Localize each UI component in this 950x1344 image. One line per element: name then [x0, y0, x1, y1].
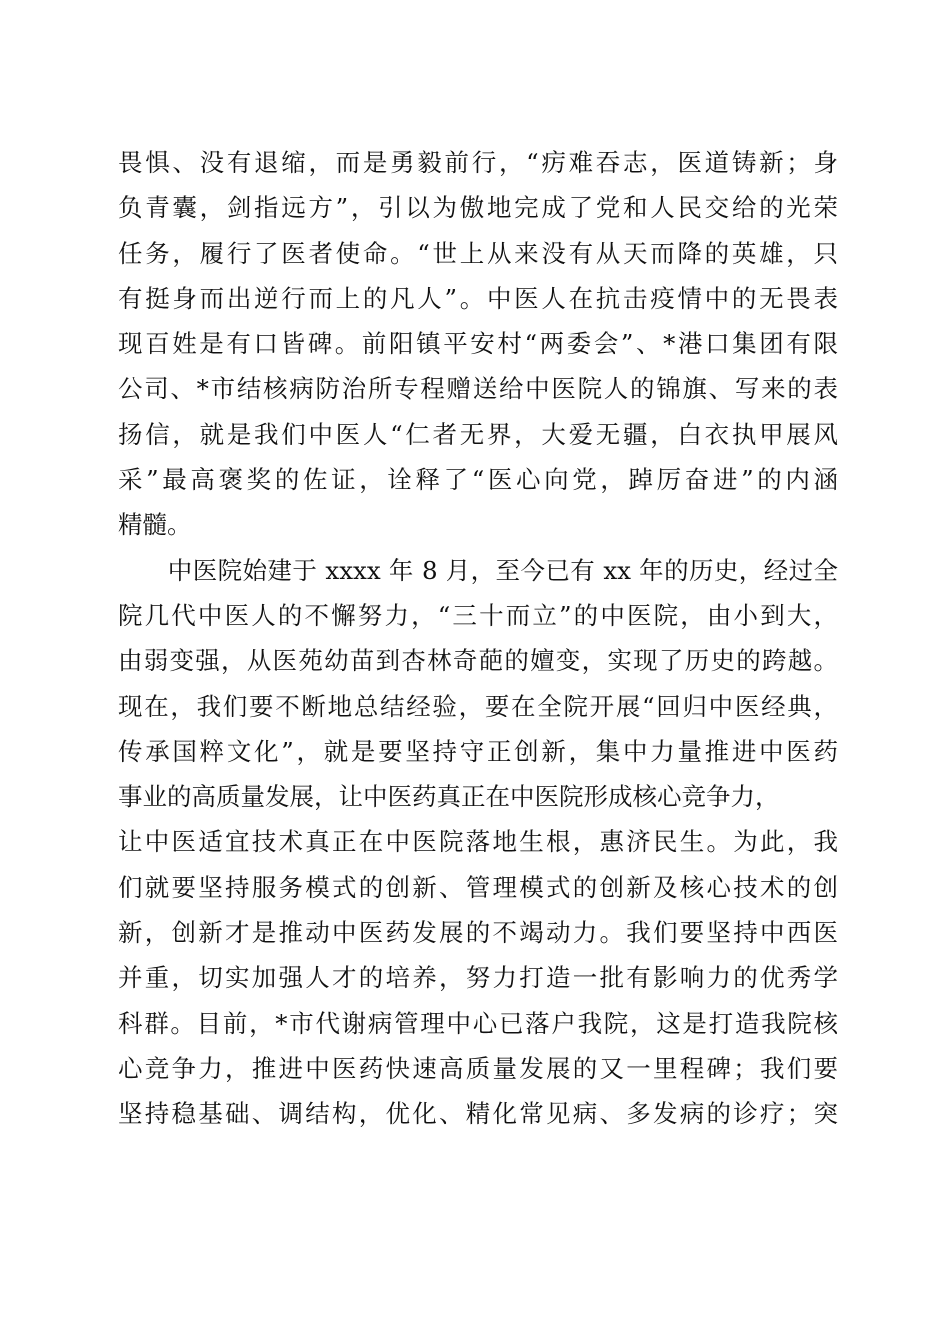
- text-line: 科群。目前，*市代谢病管理中心已落户我院，这是打造我院核: [118, 1008, 838, 1038]
- text-line: 精髓。: [118, 510, 192, 540]
- text-line: 让中医适宜技术真正在中医院落地生根，惠济民生。为此，我: [118, 827, 838, 857]
- text-line: 中医院始建于 xxxx 年 8 月，至今已有 xx 年的历史，经过全: [118, 555, 838, 585]
- text-line: 任务，履行了医者使命。“世上从来没有从天而降的英雄，只: [118, 238, 838, 268]
- text-line: 负青囊，剑指远方”，引以为傲地完成了党和人民交给的光荣: [118, 193, 838, 223]
- text-line: 扬信，就是我们中医人“仁者无界，大爱无疆，白衣执甲展风: [118, 419, 838, 449]
- text-line: 有挺身而出逆行而上的凡人”。中医人在抗击疫情中的无畏表: [118, 283, 838, 313]
- text-line: 采”最高褒奖的佐证，诠释了“医心向党，踔厉奋进”的内涵: [118, 465, 838, 495]
- text-line: 事业的高质量发展，让中医药真正在中医院形成核心竞争力，: [118, 782, 780, 812]
- text-line: 由弱变强，从医苑幼苗到杏林奇葩的嬗变，实现了历史的跨越。: [118, 646, 838, 676]
- text-line: 现百姓是有口皆碑。前阳镇平安村“两委会”、*港口集团有限: [118, 329, 838, 359]
- text-line: 传承国粹文化”，就是要坚持守正创新，集中力量推进中医药: [118, 736, 838, 766]
- text-line: 心竞争力，推进中医药快速高质量发展的又一里程碑；我们要: [118, 1053, 838, 1083]
- text-line: 并重，切实加强人才的培养，努力打造一批有影响力的优秀学: [118, 963, 838, 993]
- text-line: 公司、*市结核病防治所专程赠送给中医院人的锦旗、写来的表: [118, 374, 838, 404]
- text-line: 们就要坚持服务模式的创新、管理模式的创新及核心技术的创: [118, 872, 838, 902]
- text-line: 畏惧、没有退缩，而是勇毅前行，“疠难吞志，医道铸新；身: [118, 148, 838, 177]
- text-line: 坚持稳基础、调结构，优化、精化常见病、多发病的诊疗；突: [118, 1099, 838, 1129]
- text-line: 新，创新才是推动中医药发展的不竭动力。我们要坚持中西医: [118, 918, 838, 948]
- body-text: [118, 140, 838, 1137]
- text-line: 现在，我们要不断地总结经验，要在全院开展“回归中医经典，: [118, 691, 838, 721]
- text-line: 院几代中医人的不懈努力，“三十而立”的中医院，由小到大，: [118, 600, 838, 630]
